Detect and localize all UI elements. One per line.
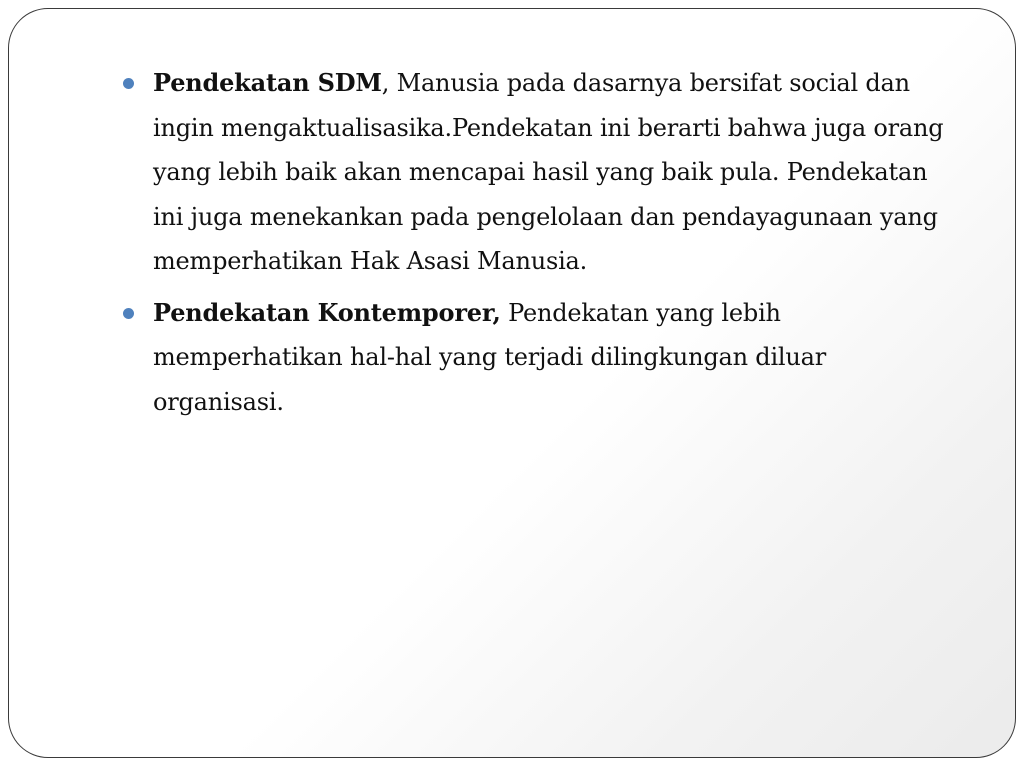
slide-content [123, 61, 953, 431]
bullet-title: Pendekatan Kontemporer, [153, 297, 501, 327]
slide-frame [8, 8, 1016, 758]
bullet-text: , Manusia pada dasarnya bersifat social dan ingin mengaktualisasika.Pendekatan ini berarti bahwa juga orang yang lebih baik akan mencapai hasil yang baik pula. Pendekatan ini juga menekankan pada pengelolaan dan pendayagunaan yang memperhatikan Hak Asasi Manusia. [153, 69, 944, 275]
bullet-title: Pendekatan SDM [153, 68, 382, 97]
bullet-text: Pendekatan yang lebih memperhatikan hal-hal yang terjadi dilingkungan diluar organisasi. [153, 298, 827, 416]
bullet-item-sdm [123, 61, 953, 284]
bullet-dot-icon [123, 78, 134, 89]
bullet-item-kontemporer [123, 291, 953, 425]
bullet-dot-icon [123, 308, 134, 319]
